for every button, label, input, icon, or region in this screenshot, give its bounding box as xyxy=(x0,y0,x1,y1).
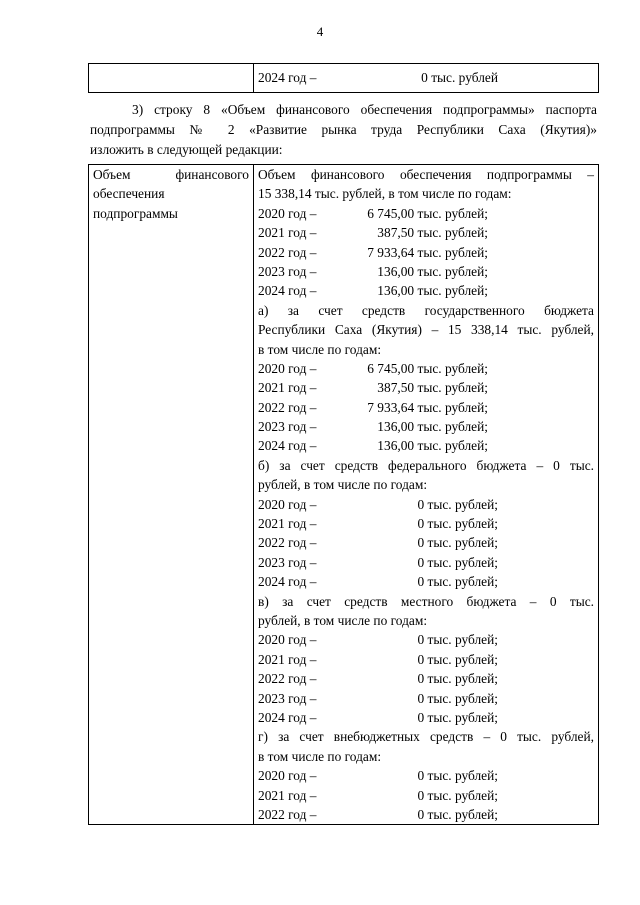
year-label: 2020 год – xyxy=(258,496,317,512)
text-line: в том числе по годам: xyxy=(258,748,382,764)
amount-value: 136,00 тыс. рублей; xyxy=(377,283,488,299)
text-line: 15 338,14 тыс. рублей, в том числе по годам: xyxy=(258,186,512,202)
previous-table-fragment xyxy=(88,63,599,93)
table-row xyxy=(89,64,599,93)
text-line: рублей, в том числе по годам: xyxy=(258,477,428,493)
year-label: 2021 год – xyxy=(258,787,317,803)
text-line: г) за счет внебюджетных средств – 0 тыс. рублей, xyxy=(258,729,594,745)
year-label: 2020 год – xyxy=(258,360,317,376)
paragraph-line: 3) строку 8 «Объем финансового обеспечения подпрограммы» паспорта xyxy=(132,102,597,117)
year-row xyxy=(258,359,594,378)
year-label: 2021 год – xyxy=(258,516,317,532)
amount-value: 7 933,64 тыс. рублей; xyxy=(367,244,488,260)
year-row xyxy=(258,708,594,727)
year-label: 2022 год – xyxy=(258,671,317,687)
label-line: обеспечения xyxy=(93,186,165,202)
year-label: 2020 год – xyxy=(258,632,317,648)
amount-value: 0 тыс. рублей xyxy=(421,70,498,85)
amount-value: 0 тыс. рублей; xyxy=(417,554,498,570)
amount-value: 0 тыс. рублей; xyxy=(417,516,498,532)
table-cell-right xyxy=(254,64,599,93)
year-row xyxy=(258,417,594,436)
label-cell xyxy=(89,165,254,825)
year-row xyxy=(258,281,594,300)
year-label: 2022 год – xyxy=(258,806,317,822)
amount-value: 136,00 тыс. рублей; xyxy=(377,419,488,435)
year-row xyxy=(258,786,594,805)
text-line: Объем финансового обеспечения подпрограммы – xyxy=(258,167,594,182)
amount-value: 136,00 тыс. рублей; xyxy=(377,263,488,279)
financing-table xyxy=(88,164,599,825)
text-line: б) за счет средств федерального бюджета – 0 тыс. xyxy=(258,457,594,473)
year-row xyxy=(258,689,594,708)
amount-value: 0 тыс. рублей; xyxy=(417,651,498,667)
year-label: 2024 год – xyxy=(258,574,317,590)
label-line: Объем финансового xyxy=(93,167,249,182)
year-row xyxy=(258,514,594,533)
year-row xyxy=(258,262,594,281)
year-label: 2022 год – xyxy=(258,399,317,415)
year-label: 2020 год – xyxy=(258,205,317,221)
amount-value: 0 тыс. рублей; xyxy=(417,768,498,784)
amount-value: 6 745,00 тыс. рублей; xyxy=(367,360,488,376)
year-row xyxy=(258,805,594,824)
year-label: 2020 год – xyxy=(258,768,317,784)
amendment-paragraph xyxy=(90,100,597,160)
year-label: 2024 год – xyxy=(258,709,317,725)
amount-value: 0 тыс. рублей; xyxy=(417,671,498,687)
text-line: а) за счет средств государственного бюджета xyxy=(258,302,594,318)
amount-value: 387,50 тыс. рублей; xyxy=(377,380,488,396)
label-line: подпрограммы xyxy=(93,205,178,221)
amount-value: 136,00 тыс. рублей; xyxy=(377,438,488,454)
year-row xyxy=(258,243,594,262)
amount-value: 0 тыс. рублей; xyxy=(417,709,498,725)
amount-value: 0 тыс. рублей; xyxy=(417,574,498,590)
year-label: 2024 год – xyxy=(258,438,317,454)
year-row xyxy=(258,650,594,669)
year-label: 2024 год – xyxy=(258,70,317,85)
amount-value: 6 745,00 тыс. рублей; xyxy=(367,205,488,221)
year-row xyxy=(258,553,594,572)
paragraph-line: изложить в следующей редакции: xyxy=(90,142,283,157)
year-row xyxy=(258,495,594,514)
amount-value: 0 тыс. рублей; xyxy=(417,787,498,803)
year-row xyxy=(258,572,594,591)
paragraph-line: подпрограммы № 2 «Развитие рынка труда Республики Саха (Якутия)» xyxy=(90,122,597,137)
year-row xyxy=(258,766,594,785)
text-line: в) за счет средств местного бюджета – 0 тыс. xyxy=(258,593,594,609)
year-label: 2021 год – xyxy=(258,651,317,667)
year-label: 2021 год – xyxy=(258,380,317,396)
year-label: 2022 год – xyxy=(258,535,317,551)
amount-value: 387,50 тыс. рублей; xyxy=(377,225,488,241)
year-row xyxy=(258,398,594,417)
year-row xyxy=(258,630,594,649)
table-row xyxy=(89,165,599,825)
amount-value: 0 тыс. рублей; xyxy=(417,632,498,648)
year-label: 2023 год – xyxy=(258,554,317,570)
page-number: 4 xyxy=(316,24,324,39)
year-label: 2023 год – xyxy=(258,419,317,435)
year-row xyxy=(258,669,594,688)
text-line: в том числе по годам: xyxy=(258,341,382,357)
amount-value: 0 тыс. рублей; xyxy=(417,806,498,822)
year-row xyxy=(258,436,594,455)
amount-value: 0 тыс. рублей; xyxy=(417,690,498,706)
year-label: 2022 год – xyxy=(258,244,317,260)
year-label: 2023 год – xyxy=(258,690,317,706)
year-label: 2021 год – xyxy=(258,225,317,241)
content-cell xyxy=(254,165,599,825)
table-cell-left xyxy=(89,64,254,93)
year-label: 2024 год – xyxy=(258,283,317,299)
year-row xyxy=(258,223,594,242)
year-row xyxy=(258,533,594,552)
amount-value: 0 тыс. рублей; xyxy=(417,496,498,512)
year-row xyxy=(258,378,594,397)
text-line: рублей, в том числе по годам: xyxy=(258,612,428,628)
year-row xyxy=(258,204,594,223)
year-label: 2023 год – xyxy=(258,263,317,279)
amount-value: 0 тыс. рублей; xyxy=(417,535,498,551)
text-line: Республики Саха (Якутия) – 15 338,14 тыс. рублей, xyxy=(258,322,594,338)
amount-value: 7 933,64 тыс. рублей; xyxy=(367,399,488,415)
